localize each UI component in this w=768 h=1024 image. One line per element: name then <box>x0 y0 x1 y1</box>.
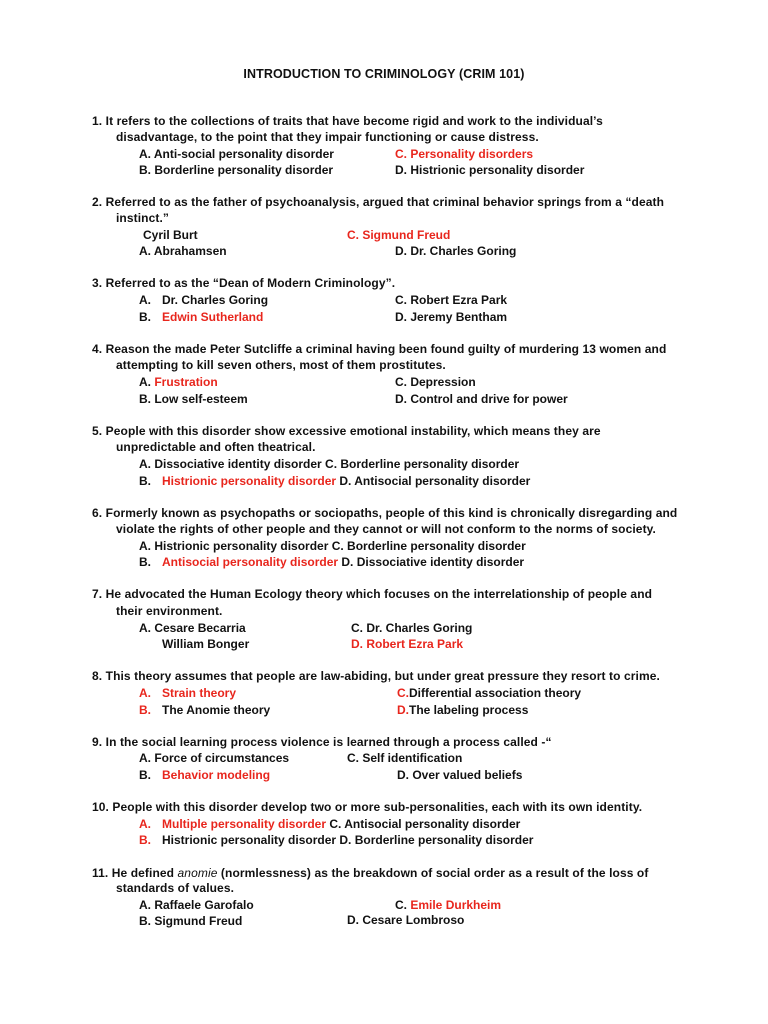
q2-option-a: Cyril Burt <box>143 228 198 242</box>
q1-option-a: A. Anti-social personality disorder <box>139 147 334 161</box>
q1-option-c: C. Personality disorders <box>395 147 534 161</box>
q4-line1: 4. Reason the made Peter Sutcliffe a criminal having been found guilty of murdering 13 women and <box>92 342 667 356</box>
q5-option-d: D. Antisocial personality disorder <box>336 474 531 488</box>
q6-option-d: D. Dissociative identity disorder <box>338 555 525 569</box>
q8-option-a: Strain theory <box>162 686 237 700</box>
q5-option-a-c: A. Dissociative identity disorder C. Borderline personality disorder <box>139 457 520 471</box>
q11-line2: standards of values. <box>116 881 235 895</box>
q8-line1: 8. This theory assumes that people are law-abiding, but under great pressure they resort to crime. <box>92 669 660 683</box>
q10-option-b-letter: B. <box>139 833 151 847</box>
q10-option-c: C. Antisocial personality disorder <box>326 817 521 831</box>
q11-line1-post: (normlessness) as the breakdown of social order as a result of the loss of <box>217 866 649 880</box>
q2-line1: 2. Referred to as the father of psychoanalysis, argued that criminal behavior springs from a “death <box>92 195 665 209</box>
q11-option-c-letter: C. <box>395 898 411 912</box>
q2-option-d: D. Dr. Charles Goring <box>395 244 517 258</box>
q1-option-b: B. Borderline personality disorder <box>139 163 334 177</box>
q2-line2: instinct.” <box>116 211 170 225</box>
q6-option-b-letter: B. <box>139 555 151 569</box>
q7-option-b: William Bonger <box>162 637 250 651</box>
q4-option-b: B. Low self-esteem <box>139 392 248 406</box>
q7-line1: 7. He advocated the Human Ecology theory which focuses on the interrelationship of people and <box>92 587 653 601</box>
q8-option-b-letter: B. <box>139 703 151 717</box>
q11-line1-italic: anomie <box>177 866 218 880</box>
q8-option-d-letter: D. <box>397 703 409 717</box>
q4-option-d: D. Control and drive for power <box>395 392 568 406</box>
q6-option-b: Antisocial personality disorder <box>162 555 339 569</box>
q11-option-a: A. Raffaele Garofalo <box>139 898 254 912</box>
q8-option-c-text: Differential association theory <box>409 686 582 700</box>
q5-line1: 5. People with this disorder show excessive emotional instability, which means they are <box>92 424 601 438</box>
q3-option-d: D. Jeremy Bentham <box>395 310 508 324</box>
q8-option-b: The Anomie theory <box>162 703 271 717</box>
q7-option-d: D. Robert Ezra Park <box>351 637 464 651</box>
q7-line2: their environment. <box>116 604 223 618</box>
q10-option-a-c <box>162 817 520 832</box>
q1-line2: disadvantage, to the point that they impair functioning or cause distress. <box>116 130 539 144</box>
q4-option-a-letter: A. <box>139 375 155 389</box>
q3-option-c: C. Robert Ezra Park <box>395 293 508 307</box>
q2-option-c: C. Sigmund Freud <box>347 228 451 242</box>
q8-option-a-letter: A. <box>139 686 151 700</box>
q2-option-b: A. Abrahamsen <box>139 244 227 258</box>
q4-option-a <box>139 375 218 390</box>
q8-option-c-letter: C. <box>397 686 409 700</box>
q1-option-d: D. Histrionic personality disorder <box>395 163 585 177</box>
q3-option-b: Edwin Sutherland <box>162 310 264 324</box>
q6-line1: 6. Formerly known as psychopaths or sociopaths, people of this kind is chronically disregarding and <box>92 506 678 520</box>
q5-option-b-d <box>162 474 530 489</box>
q6-line2: violate the rights of other people and they cannot or will not conform to the norms of society. <box>116 522 656 536</box>
q11-line1 <box>92 866 648 881</box>
q4-line2: attempting to kill seven others, most of them prostitutes. <box>116 358 446 372</box>
q3-line1: 3. Referred to as the “Dean of Modern Criminology”. <box>92 276 396 290</box>
q6-option-a-c: A. Histrionic personality disorder C. Borderline personality disorder <box>139 539 526 553</box>
q7-option-c: C. Dr. Charles Goring <box>351 621 473 635</box>
q5-option-b: Histrionic personality disorder <box>162 474 337 488</box>
q11-line1-pre: 11. He defined <box>92 866 178 880</box>
q8-option-d <box>397 703 528 718</box>
q10-option-a: Multiple personality disorder <box>162 817 327 831</box>
q3-option-a: Dr. Charles Goring <box>162 293 269 307</box>
q11-option-d: D. Cesare Lombroso <box>347 913 465 927</box>
q3-option-b-letter: B. <box>139 310 151 324</box>
q8-option-c <box>397 686 581 701</box>
q10-option-b-d: Histrionic personality disorder D. Borderline personality disorder <box>162 833 534 847</box>
page-title: INTRODUCTION TO CRIMINOLOGY (CRIM 101) <box>243 67 525 81</box>
q10-line1: 10. People with this disorder develop two or more sub-personalities, each with its own identity. <box>92 800 643 814</box>
q4-option-c: C. Depression <box>395 375 476 389</box>
q6-option-b-d <box>162 555 524 570</box>
q9-option-b-letter: B. <box>139 768 151 782</box>
q1-line1: 1. It refers to the collections of traits that have become rigid and work to the individual’s <box>92 114 603 128</box>
q8-option-d-text: The labeling process <box>409 703 529 717</box>
q9-option-a: A. Force of circumstances <box>139 751 290 765</box>
q11-option-b: B. Sigmund Freud <box>139 914 243 928</box>
q9-line1: 9. In the social learning process violence is learned through a process called -“ <box>92 735 552 749</box>
q11-option-c-text: Emile Durkheim <box>410 898 502 912</box>
q9-option-d: D. Over valued beliefs <box>397 768 523 782</box>
q11-option-c <box>395 898 501 913</box>
q9-option-c: C. Self identification <box>347 751 463 765</box>
q9-option-b: Behavior modeling <box>162 768 271 782</box>
q5-line2: unpredictable and often theatrical. <box>116 440 316 454</box>
q10-option-a-letter: A. <box>139 817 151 831</box>
q4-option-a-text: Frustration <box>154 375 218 389</box>
q5-option-b-letter: B. <box>139 474 151 488</box>
q7-option-a: A. Cesare Becarria <box>139 621 246 635</box>
q3-option-a-letter: A. <box>139 293 151 307</box>
